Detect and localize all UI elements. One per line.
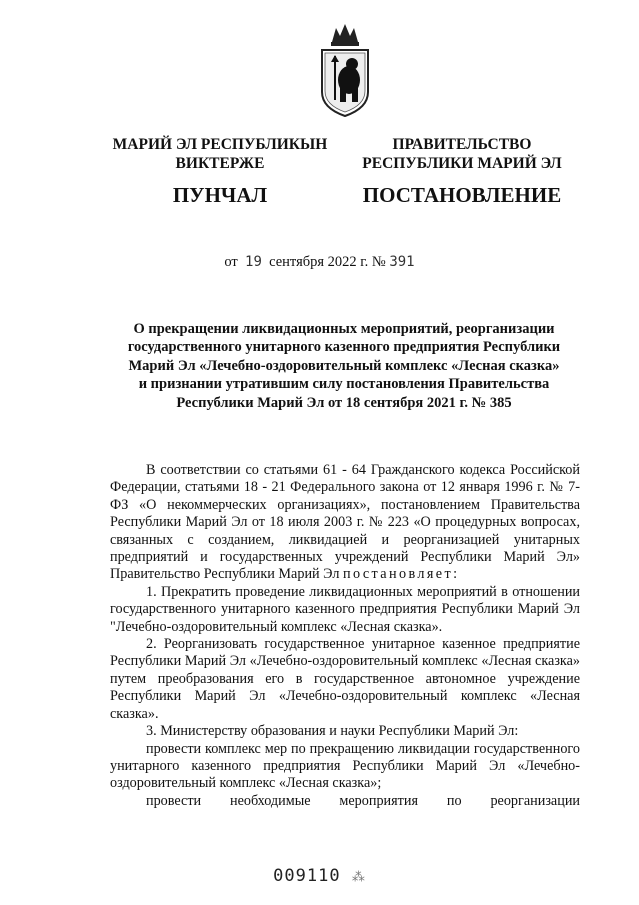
- subject-line: Республики Марий Эл от 18 сентября 2021 г. № 385: [176, 394, 512, 411]
- item-3b: провести необходимые мероприятия по реорганизации: [146, 792, 580, 809]
- date-month-year: сентября 2022 г.: [269, 254, 369, 270]
- document-type-russian: ПОСТАНОВЛЕНИЕ: [362, 183, 562, 207]
- header-right-line2: РЕСПУБЛИКИ МАРИЙ ЭЛ: [362, 155, 562, 172]
- item-2: 2. Реорганизовать государственное унитарное казенное предприятие Республики Марий Эл «Лечебно-оздоровительный комплекс «Лесная сказка» путем преобразования его в государственное автономное учреждение Республики Марий Эл «Лечебно-оздоровительный комплекс «Лесная сказка».: [110, 636, 580, 722]
- document-subject: [110, 320, 578, 412]
- date-line: [0, 254, 639, 271]
- number-sign: №: [371, 254, 386, 270]
- header-left-line1: МАРИЙ ЭЛ РЕСПУБЛИКЫН: [112, 136, 328, 153]
- header-left: [100, 135, 340, 173]
- coat-of-arms-icon: [316, 22, 374, 118]
- preamble-text: В соответствии со статьями 61 - 64 Гражданского кодекса Российской Федерации, статьями 18 - 21 Федерального закона от 12 января 1996 г. № 7-ФЗ «О некоммерческих организациях», постановлением Правительства Республики Марий Эл от 18 июля 2003 г. № 223 «О процедурных вопросах, связанных с созданием, ликвидацией и реорганизацией унитарных предприятий и государственных учреждений Республики Марий Эл» Правительство Республики Марий Эл: [110, 462, 580, 583]
- date-day: 19: [245, 254, 262, 270]
- document-type-mari: ПУНЧАЛ: [172, 183, 268, 207]
- subject-line: Марий Эл «Лечебно-оздоровительный комплекс «Лесная сказка»: [128, 357, 560, 374]
- preamble-paragraph: [110, 462, 580, 584]
- item-3: 3. Министерству образования и науки Республики Марий Эл:: [146, 723, 519, 740]
- header-right-line1: ПРАВИТЕЛЬСТВО: [392, 136, 532, 153]
- subject-line: государственного унитарного казенного предприятия Республики: [127, 339, 561, 356]
- document-number: 391: [389, 254, 415, 270]
- subject-line: и признании утратившим силу постановления Правительства: [138, 376, 550, 393]
- serial-digits: 009110: [273, 866, 341, 886]
- serial-number: [0, 866, 639, 886]
- subject-line: О прекращении ликвидационных мероприятий, реорганизации: [133, 321, 555, 337]
- header-right: [352, 135, 572, 173]
- date-prefix: от: [224, 254, 238, 270]
- item-3a: провести комплекс мер по прекращению ликвидации государственного унитарного казенного предприятия Республики Марий Эл «Лечебно-оздоровительный комплекс «Лесная сказка»;: [110, 740, 580, 792]
- header-left-line2: ВИКТЕРЖЕ: [175, 155, 265, 172]
- item-1: 1. Прекратить проведение ликвидационных мероприятий в отношении государственного унитарного казенного предприятия Республики Марий Эл "Лечебно-оздоровительный комплекс «Лесная сказка».: [110, 583, 580, 635]
- serial-mark: ⁂: [351, 870, 366, 885]
- document-body: [110, 462, 580, 810]
- decree-word: постановляет:: [342, 566, 460, 583]
